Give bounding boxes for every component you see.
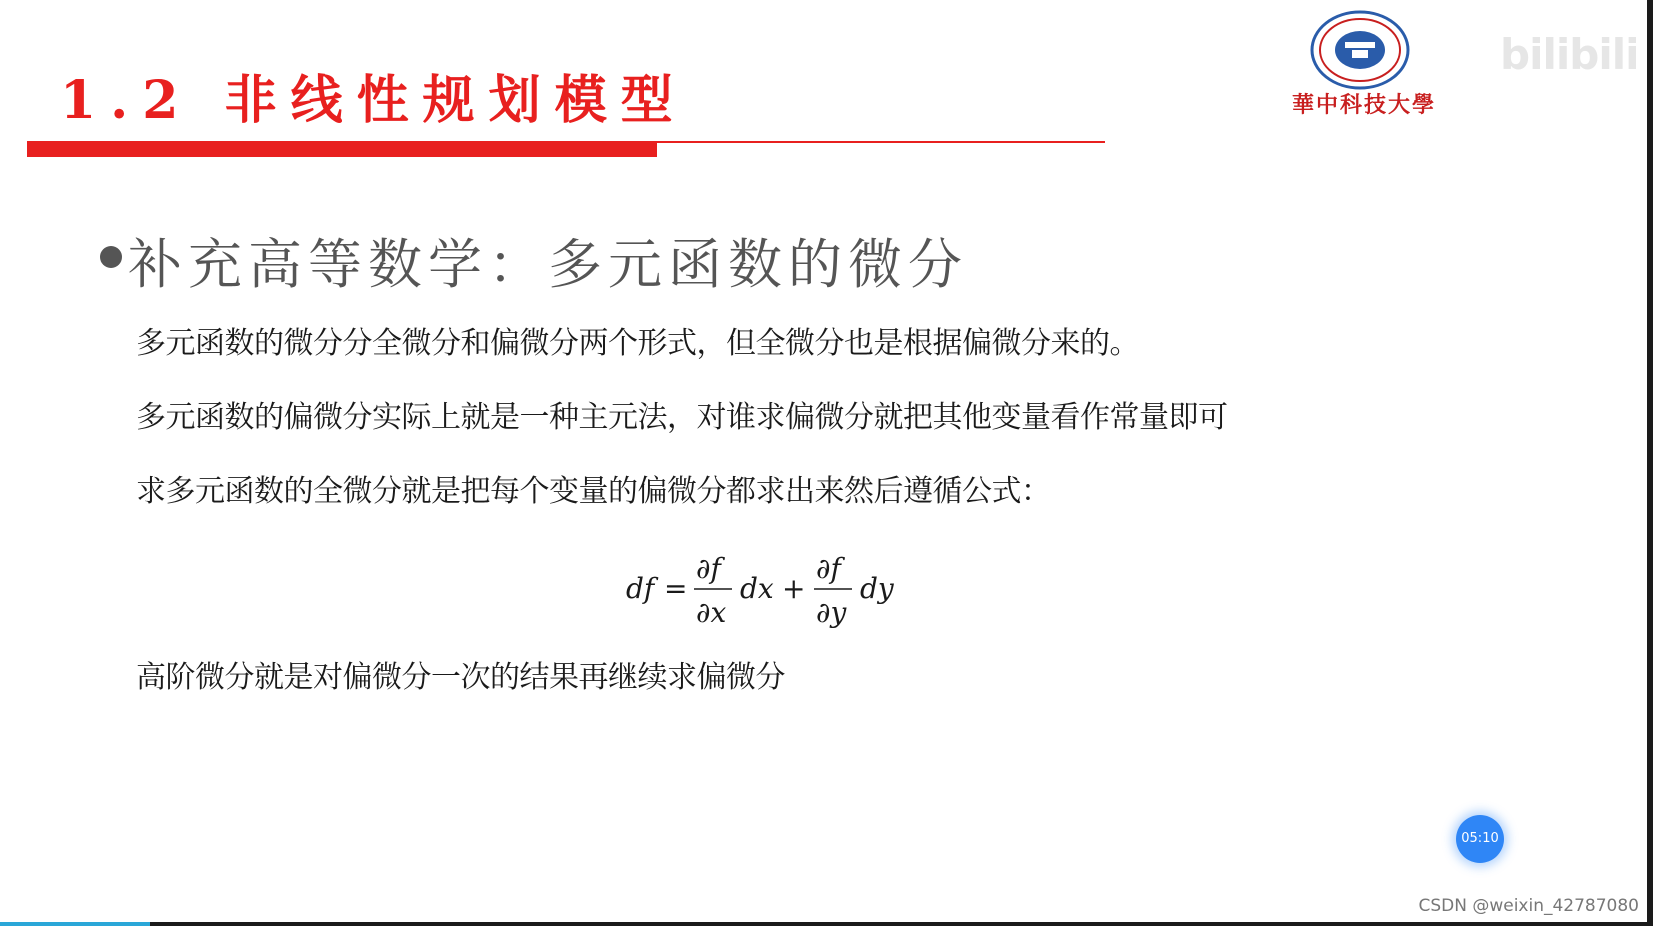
playback-timer[interactable]: 05:10	[1456, 815, 1504, 863]
paragraph-1: 多元函数的微分分全微分和偏微分两个形式，但全微分也是根据偏微分来的。	[136, 326, 1139, 361]
formula-term1-denominator: ∂x	[696, 596, 727, 629]
heading-text: 补充高等数学：多元函数的微分	[128, 233, 968, 296]
formula-term1-numerator: ∂f	[696, 552, 721, 585]
formula-term1-diff: dx	[740, 572, 774, 605]
slide-title: 1.2 非线性规划模型	[60, 70, 687, 131]
bullet-icon	[100, 246, 122, 268]
title-underline-thick	[27, 142, 657, 157]
formula-plus: +	[782, 572, 806, 605]
formula-equals: =	[664, 572, 688, 605]
bilibili-watermark: bilibili	[1500, 30, 1639, 79]
total-differential-formula	[620, 545, 920, 635]
formula-term2-diff: dy	[860, 572, 894, 605]
paragraph-4: 高阶微分就是对偏微分一次的结果再继续求偏微分	[136, 660, 785, 695]
formula-term2-numerator: ∂f	[816, 552, 841, 585]
bottom-border	[0, 922, 1653, 926]
formula-term2-denominator: ∂y	[816, 596, 847, 629]
right-border	[1647, 0, 1653, 926]
university-name: 華中科技大學	[1292, 92, 1437, 118]
csdn-credit: CSDN @weixin_42787080	[1418, 896, 1639, 916]
paragraph-3: 求多元函数的全微分就是把每个变量的偏微分都求出来然后遵循公式：	[136, 474, 1051, 509]
section-heading	[100, 222, 968, 299]
paragraph-2: 多元函数的偏微分实际上就是一种主元法，对谁求偏微分就把其他变量看作常量即可	[136, 400, 1228, 435]
formula-lhs: df	[626, 572, 655, 605]
progress-accent	[0, 922, 150, 926]
